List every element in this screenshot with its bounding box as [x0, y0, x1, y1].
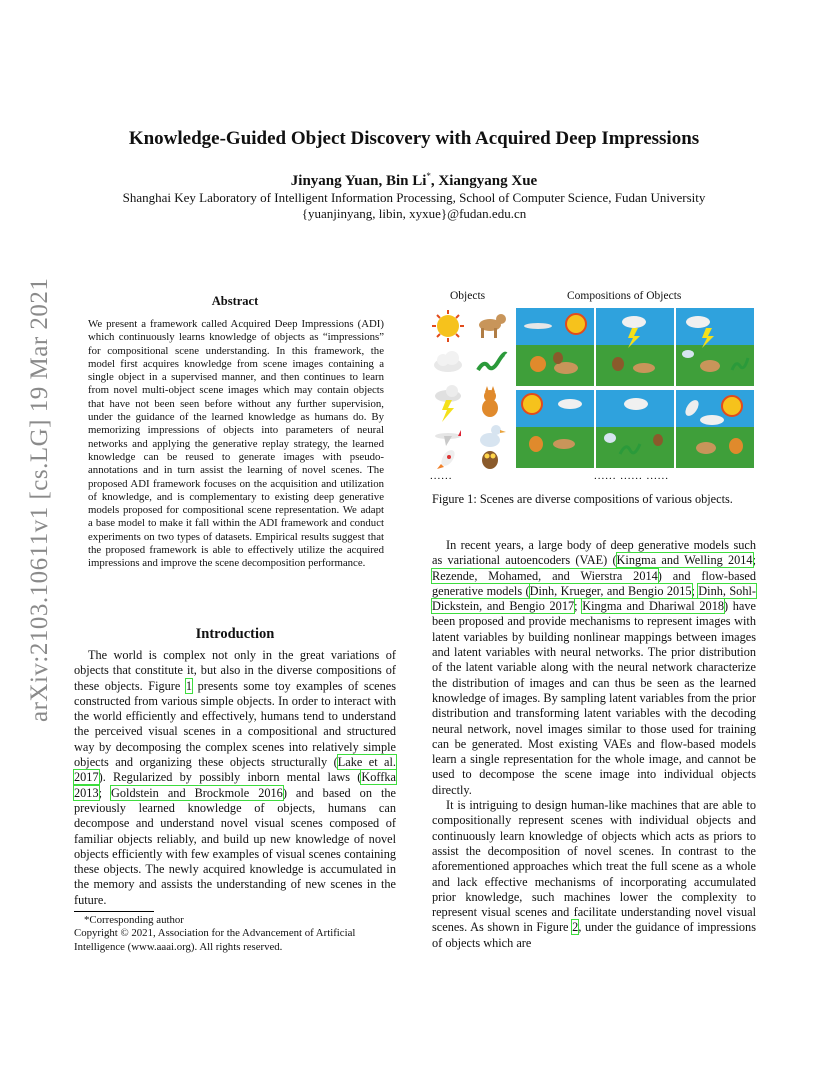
paper-title: Knowledge-Guided Object Discovery with Acquired Deep Impressions: [128, 128, 700, 149]
affiliation-line-2: {yuanjinyang, libin, xyxue}@fudan.edu.cn: [301, 206, 527, 221]
composition-panel: [596, 308, 674, 386]
airplane-icon: [435, 430, 461, 446]
sun-icon: [432, 310, 464, 342]
composition-panel: [516, 390, 594, 468]
figure-1-caption: Figure 1: Scenes are diverse compositions of various objects.: [432, 492, 733, 506]
figure-1: [430, 288, 756, 484]
paragraph-recent-years: In recent years, a large body of deep generative models such as variational autoencoders (VAE) (Kingma and Welling 2014; Rezende, Mohamed, and Wierstra 2014) and flow-based generative models (Dinh, Krueger, and Bengio 2015; Dinh, Sohl-Dickstein, and Bengio 2017; Kingma and Dhariwal 2018) have been proposed and provide mechanisms to represent images with latent variables by building nonlinear mappings between images and latent variables with neural networks. The prior distribution of the latent variable along with the neural network characterize the distribution of images and can thus be seen as the learned knowledge of images. By sampling latent variables from the prior distribution and transforming latent variables with the decoding neural network, novel images similar to those used for training can be generated. Most existing VAEs and flow-based models learn a single representation for the whole image, and cannot be used to decompose the scene image into individual objects directly.: [432, 538, 756, 797]
composition-panel: [596, 390, 674, 468]
citation-kingma-welling-link[interactable]: Kingma and Welling 2014: [616, 553, 753, 568]
figure-label-compositions: Compositions of Objects: [567, 290, 682, 302]
corresponding-author-note: *Corresponding author: [84, 914, 184, 926]
paragraph-human-like: It is intriguing to design human-like machines that are able to compositionally represent scenes with individual objects and continuously learn knowledge of objects which acts as priors to assist the decomposition of novel scenes. In contrast to the aforementioned approaches which treat the full scene as a whole and lack effective mechanisms of incorporating accumulated prior knowledge, such machines lower the complexity to represent visual scenes and facilitate understanding novel visual scenes. As shown in Figure 2, under the guidance of impressions of objects which are: [432, 798, 756, 950]
right-column-body: [432, 538, 756, 951]
abstract-heading: Abstract: [211, 294, 259, 308]
affiliation: [0, 190, 828, 222]
introduction-body: [74, 648, 396, 908]
footnote-rule: [74, 911, 154, 912]
citation-goldstein-link[interactable]: Goldstein and Brockmole 2016: [111, 785, 283, 800]
owl-icon: [482, 451, 498, 469]
affiliation-line-1: Shanghai Key Laboratory of Intelligent Information Processing, School of Computer Science, Fudan University: [122, 190, 706, 205]
citation-koffka-link[interactable]: Koffka 2013: [74, 770, 396, 800]
copyright-note: Copyright © 2021, Association for the Advancement of Artificial Intelligence (www.aaai.org). All rights reserved.: [74, 927, 356, 953]
abstract-text: We present a framework called Acquired Deep Impressions (ADI) which continuously learns knowledge of objects as “impressions” for compositional scene understanding. In this framework, the model first acquires knowledge from scene images containing a single object in a supervised manner, and then continues to learn from novel multi-object scene images which may contain objects that have not been seen before without any further supervision, under the guidance of the learned knowledge as humans do. By memorizing impressions of objects into parameters of neural networks and applying the generative replay strategy, the learned knowledge can be reused to generate images with pseudo-annotations and in turn assist the learning of novel scenes. The proposed ADI framework focuses on the acquisition and utilization of knowledge, and is complementary to existing deep generative models proposed for compositional scene representation. We adapt a base model to make it fall within the ADI framework and conduct experiments on two types of datasets. Empirical results suggest that the proposed framework is able to effectively utilize the acquired impressions and improve the scene decomposition performance.: [88, 318, 384, 570]
footnote: [74, 914, 396, 954]
authors-main: Jinyang Yuan, Bin Li: [290, 173, 427, 189]
rocket-icon: [437, 448, 457, 469]
figure-dots-right: ...... ...... ......: [594, 470, 669, 482]
figure-dots-left: ......: [430, 470, 453, 482]
composition-panel: [676, 308, 754, 386]
citation-kingma-dhariwal-link[interactable]: Kingma and Dhariwal 2018: [582, 599, 724, 614]
author-star: *: [426, 171, 431, 181]
cat-icon: [482, 386, 498, 417]
arxiv-identifier[interactable]: arXiv:2103.10611v1 [cs.LG] 19 Mar 2021: [26, 277, 53, 722]
citation-dinh-sohl-link[interactable]: Dinh, Sohl-Dickstein, and Bengio 2017: [432, 583, 756, 614]
authors-tail: , Xiangyang Xue: [430, 173, 538, 189]
intro-paragraph: The world is complex not only in the great variations of objects that constitute it, but also in the diverse compositions of these objects. Figure 1 presents some toy examples of scenes constructed from various simple objects. In order to interact with the world efficiently and effectively, humans tend to understand the perceived visual scenes in a compositional and structured way by decomposing the complex scenes into relatively simple objects and organizing these objects structurally (Lake et al. 2017). Regularized by possibly inborn mental laws (Koffka 2013; Goldstein and Brockmole 2016) and based on the previously learned knowledge of objects, humans can decompose and understand novel visual scenes composed of familiar objects reliably, and build up new knowledge of novel objects efficiently with few examples of visual scenes containing these objects. The newly acquired knowledge is accumulated in the memory and assists the understanding of new scenes in the future.: [74, 648, 397, 907]
object-icons-grid: [430, 308, 510, 470]
figure-2-link[interactable]: 2: [572, 920, 579, 935]
composition-panel: [516, 308, 594, 386]
lightning-cloud-icon: [435, 385, 461, 422]
dog-icon: [479, 314, 506, 338]
duck-icon: [480, 425, 506, 447]
author-line: [0, 171, 828, 190]
figure-label-objects: Objects: [450, 290, 486, 302]
cloud-icon: [434, 351, 462, 372]
introduction-heading: Introduction: [195, 626, 275, 642]
figure-1-link[interactable]: 1: [185, 678, 193, 693]
citation-dinh-krueger-link[interactable]: Dinh, Krueger, and Bengio 2015: [529, 583, 692, 598]
citation-rezende-link[interactable]: Rezende, Mohamed, and Wierstra 2014: [432, 568, 658, 583]
composition-panel: [676, 390, 754, 468]
citation-lake-link[interactable]: Lake et al. 2017: [74, 755, 396, 785]
snake-icon: [478, 354, 506, 370]
